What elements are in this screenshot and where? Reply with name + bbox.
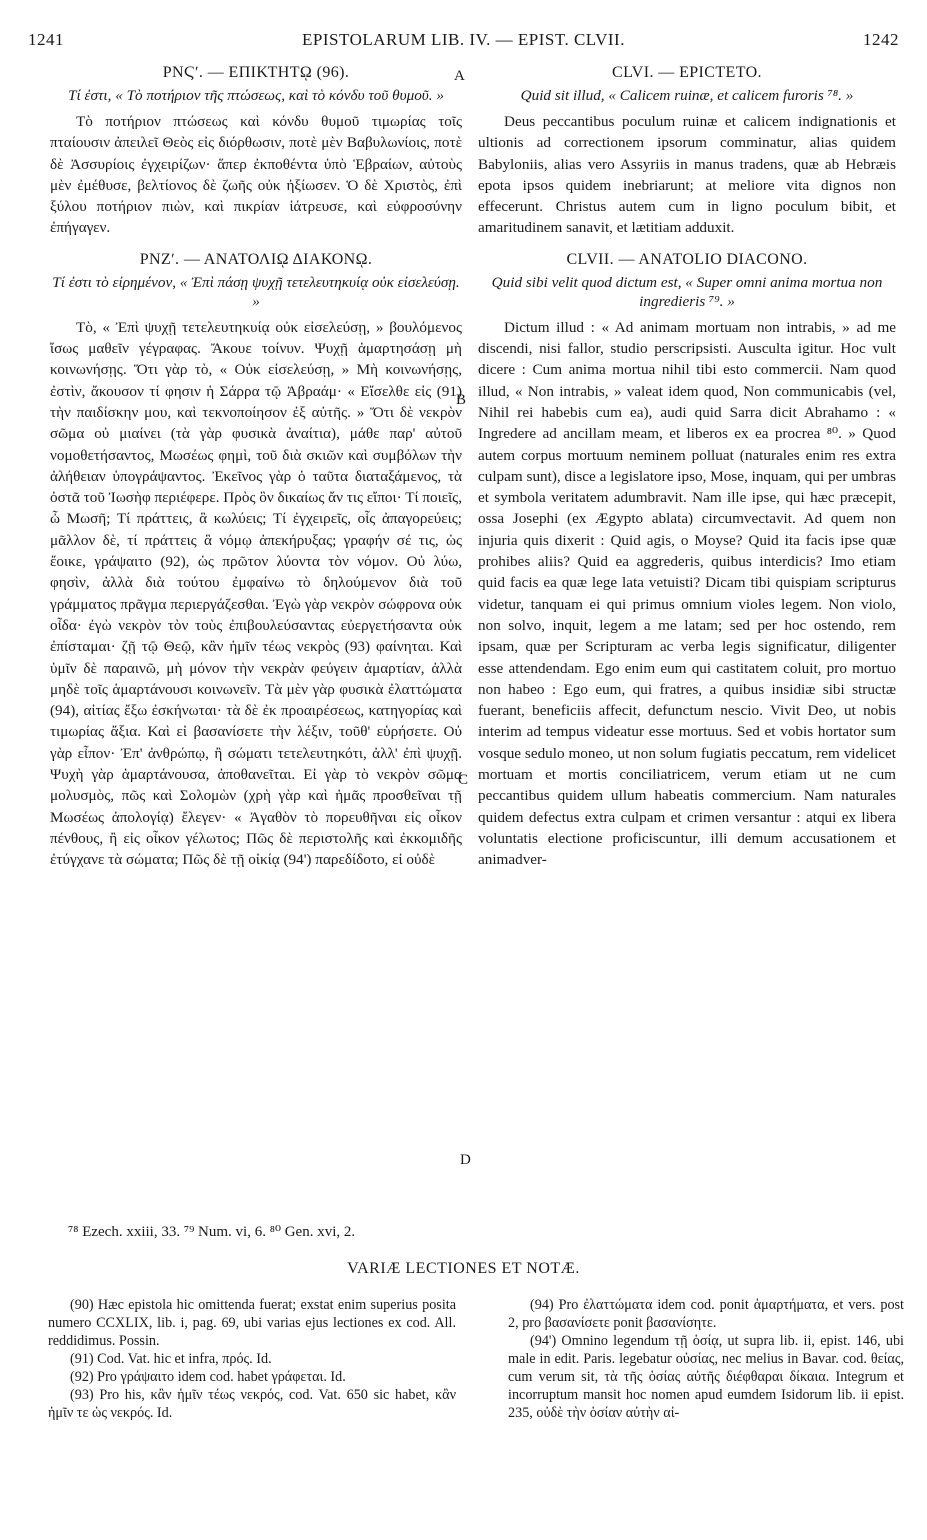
notes-left-column (48, 1296, 456, 1422)
note-90: (90) Hæc epistola hic omittenda fuerat; exstat enim superius posita numero CCXLIX, lib. i, pag. 69, ubi varias ejus lectiones ex cod. All. reddidimus. Possin. (48, 1297, 456, 1349)
letter-156-greek-subtitle: Τί ἐστι, « Τὸ ποτήριον τῆς πτώσεως, καὶ τὸ κόνδυ τοῦ θυμοῦ. » (68, 87, 444, 104)
letter-156-latin-title: CLVI. — EPICTETO. (612, 64, 762, 81)
letter-157-latin-title: CLVII. — ANATOLIO DIACONO. (566, 250, 808, 268)
margin-letter-c: C (458, 772, 469, 788)
note-94-prime: (94') Omnino legendum τῇ ὁσίᾳ, ut supra lib. ii, epist. 146, ubi male in edit. Paris. legebatur οὐσίας, nec melius in Bavar. cod. θείας, cum verum sit, τὰ τῆς ὁσίας αὐτῆς διέφθαραι δίκαια. Integrum et incorruptum mansit hoc nomen apud eumdem Isidorum lib. ii epist. 235, οὐδὲ τὴν ὁσίαν αὐτὴν αἰ- (508, 1333, 904, 1421)
note-92: (92) Pro γράψαιτο idem cod. habet γράφεται. Id. (70, 1369, 346, 1385)
latin-column (478, 62, 896, 871)
note-91: (91) Cod. Vat. hic et infra, πρός. Id. (70, 1351, 272, 1367)
letter-156-greek-title: ΡΝϚʹ. — ΕΠΙΚΤΗΤῼ (96). (162, 64, 350, 81)
note-94: (94) Pro ἐλαττώματα idem cod. ponit ἁμαρτήματα, et vers. post 2, pro βασανίσετε ponit βασανίσητε. (508, 1297, 904, 1331)
letter-156-greek-body: Τὸ ποτήριον πτώσεως καὶ κόνδυ θυμοῦ τιμωρίας τοῖς πταίουσιν ἀπειλεῖ Θεὸς εἰς διόρθωσιν, ποτὲ μὲν Βαβυλωνίοις, ποτὲ δὲ Ἀσσυρίοις ἐγχειρίζων· ἅπερ ἐκποθέντα ὑπὸ Ἑβραίων, αὐτοὺς μὲν ἐμέθυσε, βελτίονος δὲ ζωῆς οὐκ ἠξίωσεν. Ὁ δὲ Χριστὸς, ἐπὶ ξύλου ποτήριον πιὼν, καὶ πικρίαν ἰάτρευσε, καὶ εὐφροσύνην ἐπήγαγεν. (50, 113, 462, 237)
page-number-right: 1242 (863, 30, 899, 49)
letter-157-latin-subtitle: Quid sibi velit quod dictum est, « Super omni anima mortua non ingredieris ⁷⁹. » (491, 273, 883, 310)
notes-right-column (508, 1296, 904, 1422)
footnotes: ⁷⁸ Ezech. xxiii, 33. ⁷⁹ Num. vi, 6. ⁸⁰ Gen. xvi, 2. (68, 1224, 356, 1240)
letter-157-greek-title: ΡΝΖʹ. — ΑΝΑΤΟΛΙῼ ΔΙΑΚΟΝῼ. (139, 250, 373, 268)
letter-157-greek-subtitle: Τί ἐστι τὸ εἰρημένον, « Ἐπὶ πάσῃ ψυχῇ τετελευτηκυίᾳ οὐκ εἰσελεύσῃ. » (52, 273, 460, 310)
variae-lectiones-title: VARIÆ LECTIONES ET NOTÆ. (347, 1260, 580, 1277)
letter-156-latin-body: Deus peccantibus poculum ruinæ et calicem indignationis et ultionis ad correctionem ipsorum comminatur, alias quidem Babyloniis, alias vero Assyriis in manus tradens, quæ ab Hebræis epota ipsos quidem inebriarunt; at meliore vita dignos non effecerunt. Christus autem cum in ligno poculum bibit, et amaritudinem sanavit, et lætitiam adduxit. (478, 113, 896, 237)
letter-157-latin-body: Dictum illud : « Ad animam mortuam non intrabis, » ad me discendi, nisi fallor, studio perscripsisti. Ausculta igitur. Hoc vult dicere : Cum anima mortua nihil tibi esto commercii. Nam quod illud, « Non intrabis, » valeat idem quod, Non communicabis (vel, Nihil rei habebis cum ea), audi quid Sarra dicit Abrahamo : « Ingredere ad ancillam meam, et liberos ex ea procrea ⁸⁰. » Quod autem corpus mortuum neminem polluat (naturales enim res extra culpam sunt), disce a legislatore ipso, Mose, inquam, qui per umbras et symbola veritatem adumbravit. Nam ille ipse, qui hæc præcepit, ossa Josephi (ex Ægypto ablata) circumvectavit. Ad quem non injuria quis dixerit : Quid agis, o Moyse? Quid ita facis ipse quæ prohibes aliis? Quid ea aggrederis, quibus interdicis? Imo etiam quid facis ea quæ lege lata vetuisti? Dicam tibi quispiam scripturus videtur, tanquam ei qui primus omnium violes legem. Non violo, non solvo, inquit, legem a me latam; sed per hoc ostendo, rem ipsam, quæ per Scripturam ac verba legis significatur, diligenter esse attendendam. Ego enim eum qui castitatem coluit, pro mortuo non habeo : Ego eum, qui fratres, a quibus insidiæ sibi structæ fuerant, beneficiis affecit, defunctum nescio. Vivit Deo, ut nobis interim ad tempus videatur esse mortuus. Sed et vobis hortator sum vosque sedulo moneo, ut non solum fugiatis peccatum, rem videlicet mortuam et mortis conciliatricem, verum etiam ut ne cum peccantibus quidem ullum habeatis commercium. Nam naturales quidem defectus extra culpam et crimen versantur : atqui ex libera voluntatis electione proficiscuntur, illi demum accusationem et animadver- (478, 318, 896, 869)
greek-column (50, 62, 462, 871)
note-93: (93) Pro his, κἂν ἡμῖν τέως νεκρός, cod. Vat. 650 sic habet, κἂν ἡμῖν τε ὡς νεκρός. Id. (48, 1387, 456, 1421)
running-header (28, 30, 899, 56)
running-head: EPISTOLARUM LIB. IV. — EPIST. CLVII. (302, 30, 625, 49)
letter-156-latin-subtitle: Quid sit illud, « Calicem ruinæ, et calicem furoris ⁷⁸. » (520, 87, 854, 104)
margin-letter-d: D (460, 1152, 471, 1168)
letter-157-greek-body: Τὸ, « Ἐπὶ ψυχῇ τετελευτηκυίᾳ οὐκ εἰσελεύσῃ, » βουλόμενος ἴσως μαθεῖν γέγραφας. Ἄκουε τοίνυν. Ψυχῇ ἁμαρτησάσῃ μὴ κοινωνήσῃς. Ὅτι γὰρ τὸ, « Οὐκ εἰσελεύσῃ, » Μὴ κοινωνήσῃς, ἐστὶν, ἄκουσον τί φησιν ἡ Σάρρα τῷ Ἀβραάμ· « Εἴσελθε εἰς (91) τὴν παιδίσκην μου, καὶ τεκνοποίησον ἐξ αὐτῆς. » Ὅτι δὲ νεκρὸν σῶμα οὐ μιαίνει (τὰ γὰρ φυσικὰ ἀναίτια), μάθε παρ' αὐτοῦ νομοθετήσαντος, Μωσέως φημὶ, τοῦ διὰ σκιῶν καὶ συμβόλων τὴν ἀλήθειαν ὑπογράψαντος. Ἐκεῖνος γὰρ ὁ ταῦτα διαταξάμενος, τὰ ὀστᾶ τοῦ Ἰωσὴφ περιέφερε. Πρὸς ὃν δικαίως ἄν τις εἴποι· Τί ποιεῖς, ὦ Μωσῆ; Τί πράττεις, ἃ κωλύεις; Τί ἐγχειρεῖς, οἷς ἀπαγορεύεις; μᾶλλον δὲ, τί πράττεις ἃ νόμῳ ἀπεκήρυξας; γραφήν σέ τις, ὡς ἔοικε, γράψαιτο (92), ὡς πρῶτον λύοντα τὸν νόμον. Οὐ λύω, φησὶν, ἀλλὰ διὰ τούτου ἐμφαίνω τὸ δηλούμενον διὰ τοῦ γράμματος πρᾶγμα περιεργάζεσθαι. Ἐγὼ γὰρ νεκρὸν σώφρονα οὐκ οἶδα· ἐγὼ νεκρὸν τὸν τοὺς ἐπιβουλεύσαντας εὐεργετήσαντα οὐκ ἐπίσταμαι· ζῇ τῷ Θεῷ, κἂν ἡμῖν τέως νεκρὸς (93) φαίνηται. Καὶ ὑμῖν δὲ παραινῶ, μὴ μόνον τὴν νεκρὰν φεύγειν ἁμαρτίαν, ἀλλὰ μηδὲ τοῖς ἁμαρτάνουσι κοινωνεῖν. Τὰ μὲν γὰρ φυσικὰ ἐλαττώματα (94), αἰτίας ἔξω ἐσκήνωται· τὰ δὲ ἐκ προαιρέσεως, κατηγορίας καὶ τιμωρίας ἄξια. Καὶ εἰ βασανίσετε τὴν λέξιν, τοῦθ' εὑρήσετε. Οὐ γὰρ εἶπον· Ἐπ' ἀνθρώπῳ, ἢ σώματι τετελευτηκότι, ἀλλ' ἐπὶ ψυχῇ. Ψυχὴ γὰρ ἁμαρτάνουσα, ἀποθανεῖται. Εἰ γὰρ τὸ νεκρὸν σῶμα μολυσμὸς, πῶς καὶ Σολομὼν (χρὴ γὰρ καὶ ἡμᾶς προσθεῖναι τῇ Μωσέως ἀπολογίᾳ) ἔλεγεν· « Ἀγαθὸν τὸ πορευθῆναι εἰς οἶκον πένθους, ἢ εἰς οἶκον γέλωτος; Πῶς δὲ περιστολῆς καὶ ἐκκομιδῆς ἐτύγχανε τὰ σώματα; Πῶς δὲ τῇ οἰκίᾳ (94') παρεδίδοτο, εἰ οὐδὲ (50, 318, 462, 869)
margin-letter-a: A (454, 68, 465, 84)
margin-letter-b: B (456, 392, 467, 408)
page-number-left: 1241 (28, 30, 64, 49)
